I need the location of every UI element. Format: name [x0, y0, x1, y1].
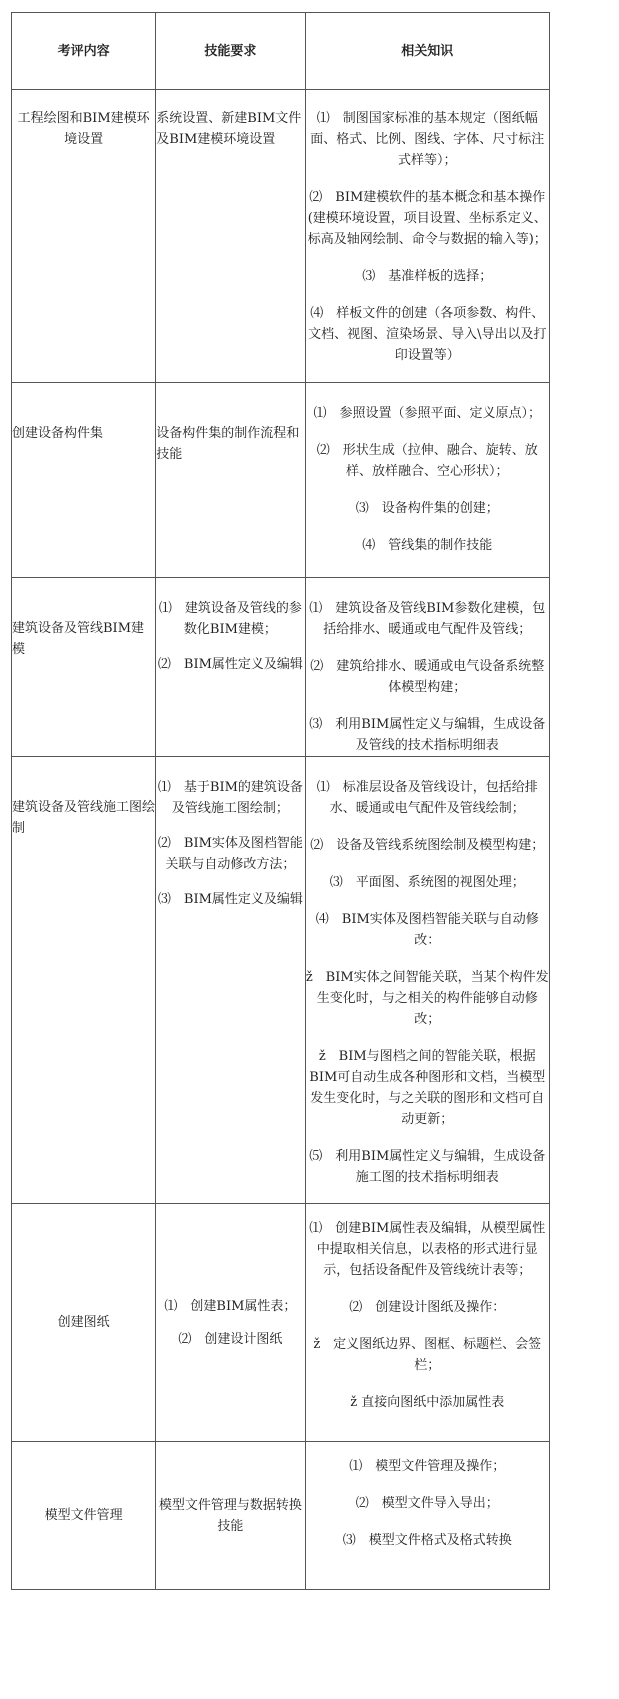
requirement-item: ⑵ 创建设计图纸 [178, 1331, 283, 1347]
knowledge-item: ⑵ 建筑给排水、暖通或电气设备系统整体模型构建； [310, 659, 545, 695]
table-row [12, 578, 550, 757]
requirements-cell [156, 578, 305, 757]
knowledge-item: ⑴ 标准层设备及管线设计，包括给排水、暖通或电气配件及管线绘制； [316, 780, 538, 816]
table-row [12, 383, 550, 578]
requirement-item: 模型文件管理与数据转换技能 [158, 1497, 302, 1534]
knowledge-item: ⑴ 建筑设备及管线BIM参数化建模，包括给排水、暖通或电气配件及管线； [309, 601, 546, 637]
content-cell [12, 90, 156, 383]
header-content: 考评内容 [12, 13, 156, 90]
header-requirements: 技能要求 [156, 13, 305, 90]
knowledge-item: ⑵ 形状生成（拉伸、融合、旋转、放样、放样融合、空心形状）； [316, 443, 538, 479]
content-cell [12, 757, 156, 1204]
table-row [12, 1204, 550, 1442]
knowledge-item: ⑷ 样板文件的创建（各项参数、构件、文档、视图、渲染场景、导入\导出以及打印设置等） [308, 306, 547, 363]
content-text: 工程绘图和BIM建模环境设置 [17, 111, 150, 147]
requirement-item: ⑵ BIM属性定义及编辑 [157, 657, 303, 672]
requirements-cell [156, 1442, 305, 1590]
skills-table [11, 12, 550, 1590]
knowledge-cell [305, 383, 549, 578]
requirement-item: ⑴ 基于BIM的建筑设备及管线施工图绘制； [157, 780, 303, 816]
requirement-item: ⑴ 创建BIM属性表； [164, 1298, 297, 1314]
knowledge-item: ⑶ 利用BIM属性定义与编辑，生成设备及管线的技术指标明细表 [309, 717, 546, 753]
table-header-row [12, 13, 550, 90]
content-cell [12, 1442, 156, 1590]
requirement-item: 系统设置、新建BIM文件及BIM建模环境设置 [156, 111, 302, 147]
header-knowledge: 相关知识 [305, 13, 549, 90]
content-text: 模型文件管理 [44, 1508, 123, 1523]
content-text: 建筑设备及管线BIM建模 [12, 621, 144, 657]
knowledge-item: ⑶ 模型文件格式及格式转换 [342, 1533, 512, 1548]
knowledge-cell [305, 1204, 549, 1442]
content-cell [12, 383, 156, 578]
knowledge-item: ⑵ 设备及管线系统图绘制及模型构建； [310, 838, 545, 853]
requirements-cell [156, 90, 305, 383]
knowledge-item: ⑶ 平面图、系统图的视图处理； [329, 875, 525, 890]
requirement-item: ⑴ 建筑设备及管线的参数化BIM建模； [158, 601, 302, 637]
knowledge-item: ⑴ 创建BIM属性表及编辑，从模型属性中提取相关信息，以表格的形式进行显示，包括设备配件及管线统计表等； [309, 1221, 546, 1278]
knowledge-item: ⑴ 制图国家标准的基本规定（图纸幅面、格式、比例、图线、字体、尺寸标注式样等）； [310, 111, 545, 168]
knowledge-item: ž 直接向图纸中添加属性表 [350, 1395, 505, 1410]
content-cell [12, 1204, 156, 1442]
knowledge-item: ⑶ 基准样板的选择； [362, 269, 493, 284]
knowledge-item: ⑵ 创建设计图纸及操作： [349, 1300, 506, 1315]
knowledge-item: ž BIM与图档之间的智能关联，根据BIM可自动生成各种图形和文档，当模型发生变化时，与之关联的图形和文档可自动更新； [309, 1049, 546, 1127]
content-cell [12, 578, 156, 757]
requirements-cell [156, 1204, 305, 1442]
knowledge-item: ž 定义图纸边界、图框、标题栏、会签栏； [313, 1337, 542, 1373]
knowledge-item: ⑸ 利用BIM属性定义与编辑，生成设备施工图的技术指标明细表 [309, 1149, 546, 1185]
content-text: 创建图纸 [57, 1315, 110, 1330]
requirement-item: ⑵ BIM实体及图档智能关联与自动修改方法； [157, 836, 303, 872]
knowledge-cell [305, 757, 549, 1204]
knowledge-item: ⑴ 参照设置（参照平面、定义原点）； [313, 406, 542, 421]
knowledge-item: ⑷ 管线集的制作技能 [362, 538, 493, 553]
knowledge-item: ⑷ BIM实体及图档智能关联与自动修改： [315, 912, 539, 948]
requirements-cell [156, 383, 305, 578]
knowledge-item: ⑵ 模型文件导入导出； [355, 1496, 499, 1511]
content-text: 建筑设备及管线施工图绘制 [12, 800, 156, 836]
knowledge-item: ⑶ 设备构件集的创建； [355, 501, 499, 516]
knowledge-item: ž BIM实体之间智能关联，当某个构件发生变化时，与之相关的构件能够自动修改； [305, 970, 549, 1027]
requirement-item: 设备构件集的制作流程和技能 [156, 426, 300, 462]
content-text: 创建设备构件集 [12, 426, 104, 441]
table-row [12, 90, 550, 383]
knowledge-item: ⑵ BIM建模软件的基本概念和基本操作(建模环境设置，项目设置、坐标系定义、标高及轴网绘制、命令与数据的输入等)； [307, 190, 547, 247]
requirements-cell [156, 757, 305, 1204]
requirement-item: ⑶ BIM属性定义及编辑 [157, 892, 303, 907]
knowledge-cell [305, 1442, 549, 1590]
knowledge-cell [305, 578, 549, 757]
table-row [12, 757, 550, 1204]
table-row [12, 1442, 550, 1590]
knowledge-cell [305, 90, 549, 383]
knowledge-item: ⑴ 模型文件管理及操作； [349, 1459, 506, 1474]
